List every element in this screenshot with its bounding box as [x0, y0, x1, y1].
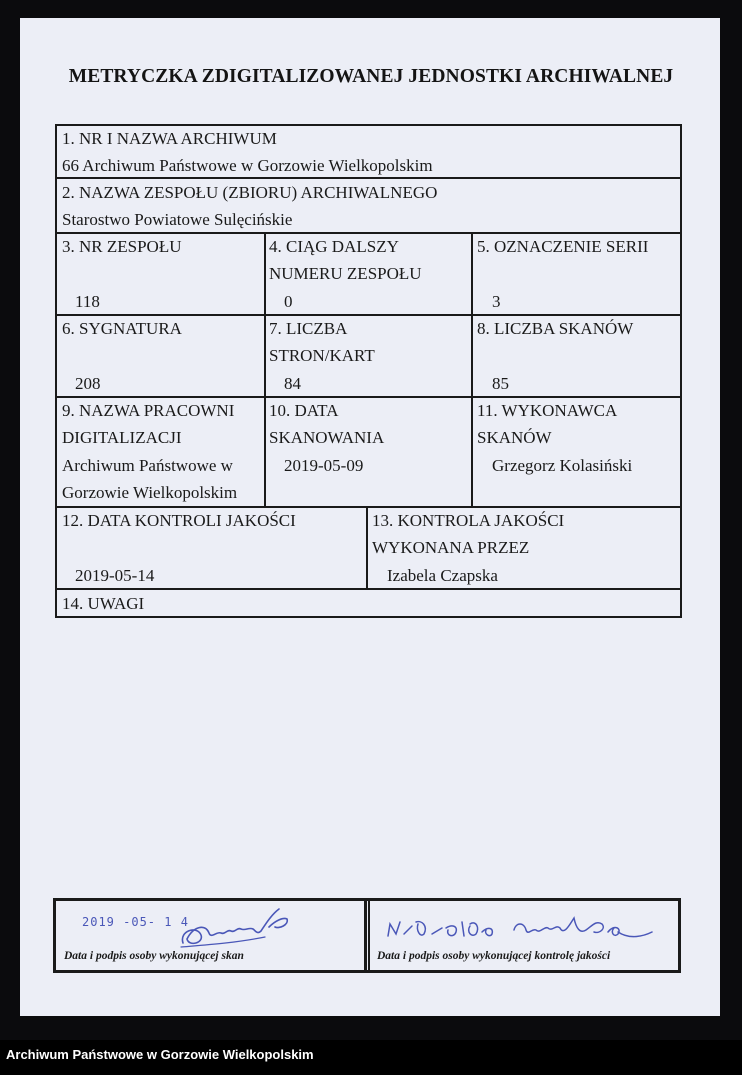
field-scan-date-label-2: SKANOWANIA: [269, 428, 385, 447]
qc-signature-caption: Data i podpis osoby wykonującej kontrolę jakości: [377, 950, 611, 962]
field-qc-date-label: 12. DATA KONTROLI JAKOŚCI: [62, 511, 296, 530]
column-divider: [471, 232, 473, 508]
field-archive-value: 66 Archiwum Państwowe w Gorzowie Wielkopolskim: [62, 156, 433, 175]
field-fonds-number-value: 118: [75, 292, 100, 311]
field-qc-by-label-2: WYKONANA PRZEZ: [372, 538, 530, 557]
scanner-signature: [175, 903, 295, 951]
field-signature-value: 208: [75, 374, 101, 393]
signature-divider: [364, 898, 367, 973]
field-scan-count-value: 85: [492, 374, 509, 393]
field-qc-by-label: 13. KONTROLA JAKOŚCI: [372, 511, 565, 530]
field-qc-by-value: Izabela Czapska: [387, 566, 498, 585]
column-divider: [366, 506, 368, 590]
row-divider: [55, 588, 682, 590]
field-page-count-value: 84: [284, 374, 301, 393]
field-scan-count-label: 8. LICZBA SKANÓW: [477, 319, 634, 338]
field-page-count-label: 7. LICZBA: [269, 319, 348, 338]
field-series-value: 3: [492, 292, 501, 311]
row-divider: [55, 314, 682, 316]
field-lab-label: 9. NAZWA PRACOWNI: [62, 401, 235, 420]
field-scanner-value: Grzegorz Kolasiński: [492, 456, 633, 475]
field-scan-date-value: 2019-05-09: [284, 456, 364, 475]
field-fonds-continuation-value: 0: [284, 292, 293, 311]
field-fonds-number-label: 3. NR ZESPOŁU: [62, 237, 182, 256]
field-lab-value-2: Gorzowie Wielkopolskim: [62, 483, 238, 502]
field-lab-value: Archiwum Państwowe w: [62, 456, 233, 475]
row-divider: [55, 506, 682, 508]
row-divider: [55, 396, 682, 398]
scan-date-stamp: 2019 -05- 1 4: [82, 915, 189, 929]
field-remarks-label: 14. UWAGI: [62, 594, 145, 613]
field-scanner-label: 11. WYKONAWCA: [477, 401, 618, 420]
column-divider: [264, 232, 266, 508]
footer-archive-name: Archiwum Państwowe w Gorzowie Wielkopolskim: [6, 1047, 314, 1062]
qc-date-signature: [382, 906, 667, 946]
signature-divider: [368, 898, 370, 973]
field-signature-label: 6. SYGNATURA: [62, 319, 182, 338]
field-fonds-continuation-label: 4. CIĄG DALSZY: [269, 237, 399, 256]
field-lab-label-2: DIGITALIZACJI: [62, 428, 182, 447]
field-page-count-label-2: STRON/KART: [269, 346, 375, 365]
field-qc-date-value: 2019-05-14: [75, 566, 155, 585]
field-scanner-label-2: SKANÓW: [477, 428, 552, 447]
scanner-signature-caption: Data i podpis osoby wykonującej skan: [64, 950, 244, 962]
row-divider: [55, 177, 682, 179]
field-archive-label: 1. NR I NAZWA ARCHIWUM: [62, 129, 277, 148]
field-fonds-name-label: 2. NAZWA ZESPOŁU (ZBIORU) ARCHIWALNEGO: [62, 183, 438, 202]
field-fonds-name-value: Starostwo Powiatowe Sulęcińskie: [62, 210, 293, 229]
field-series-label: 5. OZNACZENIE SERII: [477, 237, 649, 256]
field-scan-date-label: 10. DATA: [269, 401, 339, 420]
document-title: METRYCZKA ZDIGITALIZOWANEJ JEDNOSTKI ARCHIWALNEJ: [68, 66, 674, 87]
field-fonds-continuation-label-2: NUMERU ZESPOŁU: [269, 264, 422, 283]
row-divider: [55, 232, 682, 234]
